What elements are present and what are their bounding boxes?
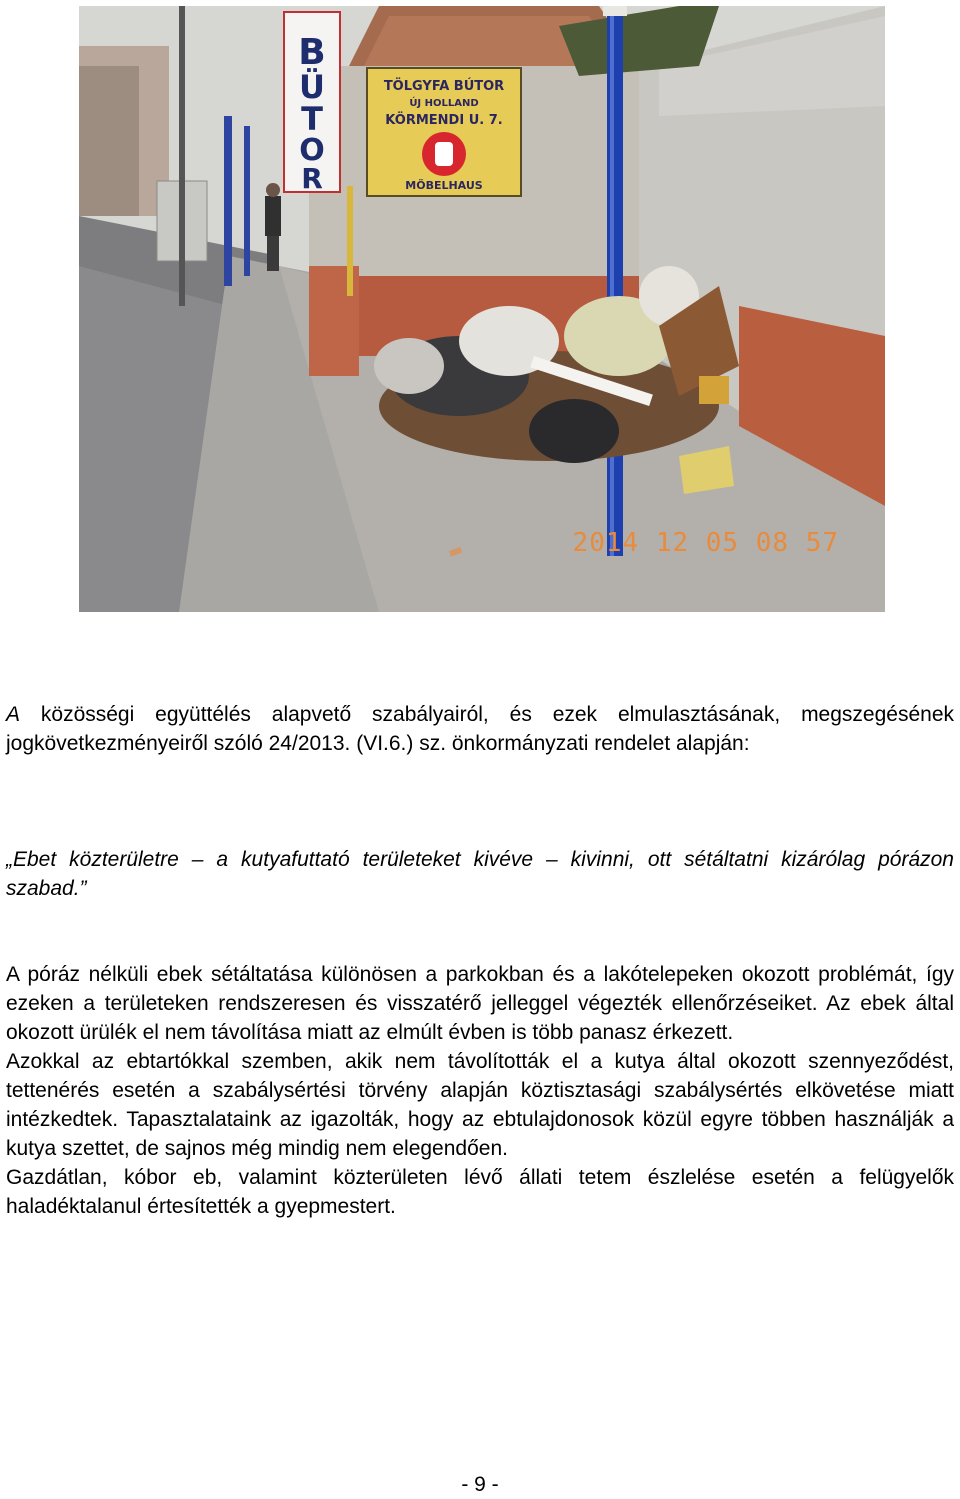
board-line-4: MÖBELHAUS	[405, 179, 483, 192]
street-photo	[79, 6, 885, 612]
body-text	[6, 960, 954, 1221]
board-line-1: TÖLGYFA BÚTOR	[383, 79, 505, 94]
paragraph-measures: Azokkal az ebtartókkal szemben, akik nem távolították el a kutya által okozott szennyeződést, tettenérés esetén a szabálysértési törvény alapján köztisztasági szabálysértés elkövetése miatt intézkedtek. Tapasztalataink az igazolták, hogy az ebtulajdonosok közül egyre többen használják a kutya szettet, de sajnos még mindig nem elegendően.	[6, 1050, 954, 1160]
board-line-3: KÖRMENDI U. 7.	[385, 113, 503, 128]
photo-timestamp: 2014 12 05 08 57	[572, 528, 839, 558]
street-photo-drawing	[79, 6, 885, 612]
intro-paragraph	[6, 700, 954, 758]
tall-sign-letter-5: R	[301, 162, 323, 195]
intro-text: közösségi együttélés alapvető szabályairól, és ezek elmulasztásának, megszegésének jogkövetkezményeiről szóló 24/2013. (VI.6.) sz. önkormányzati rendelet alapján:	[6, 703, 954, 755]
intro-lead-letter: A	[6, 703, 21, 726]
paragraph-stray-dogs: Gazdátlan, kóbor eb, valamint közterületen lévő állati tetem észlelése esetén a felügyelők haladéktalanul értesítették a gyepmestert.	[6, 1166, 954, 1218]
paragraph-leash: A póráz nélküli ebek sétáltatása különösen a parkokban és a lakótelepeken okozott problémát, így ezeken a területeken rendszeresen és visszatérő jelleggel végezték ellenőrzéseiket. Az ebek által okozott ürülék el nem távolítása miatt az elmúlt évben is több panasz érkezett.	[6, 963, 954, 1044]
board-line-2: ÚJ HOLLAND	[409, 98, 479, 109]
page-number: - 9 -	[461, 1473, 499, 1496]
tall-sign-letter-2: Ü	[299, 68, 325, 106]
regulation-quote: „Ebet közterületre – a kutyafuttató területeket kivéve – kivinni, ott sétáltatni kizárólag pórázon szabad.”	[6, 848, 954, 900]
tall-sign-letter-1: B	[298, 32, 326, 73]
tall-sign-letter-3: T	[301, 100, 323, 138]
tall-sign-letter-4: O	[299, 133, 325, 168]
